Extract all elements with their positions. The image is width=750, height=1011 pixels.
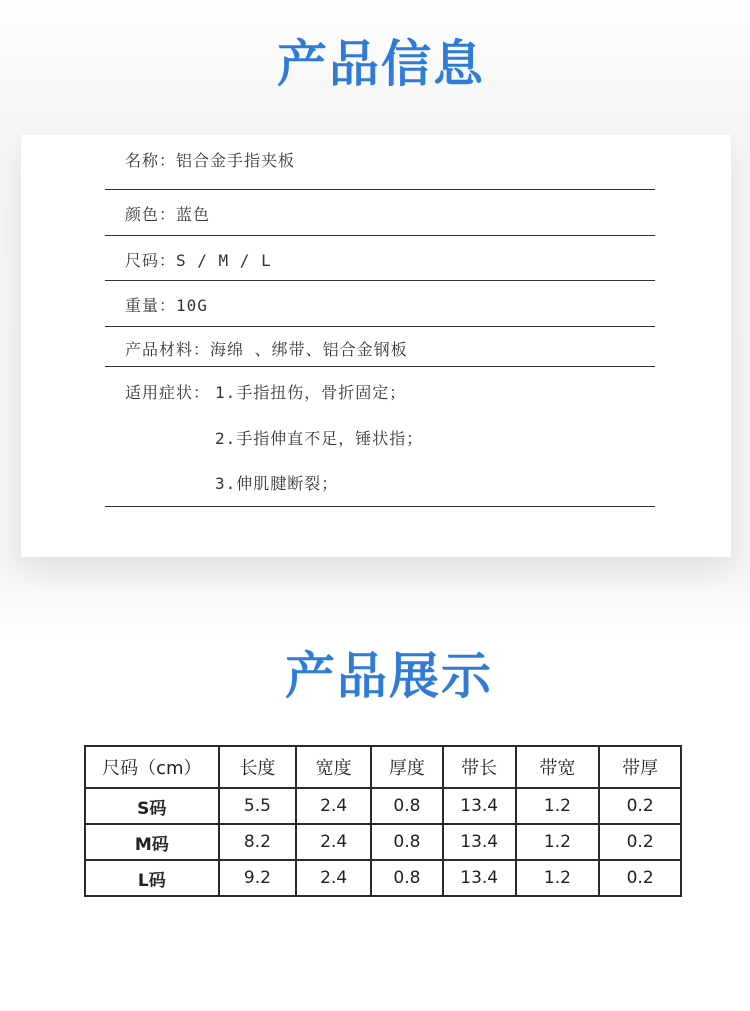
symptom-line: 3.伸肌腱断裂； bbox=[215, 474, 339, 493]
info-row-weight bbox=[105, 281, 655, 327]
table-header-row bbox=[85, 746, 681, 788]
table-cell: 0.2 bbox=[599, 860, 681, 896]
table-row bbox=[85, 824, 681, 860]
table-cell: 2.4 bbox=[296, 788, 371, 824]
table-cell: 5.5 bbox=[219, 788, 297, 824]
table-cell: 9.2 bbox=[219, 860, 297, 896]
table-row bbox=[85, 788, 681, 824]
table-cell: 0.8 bbox=[371, 860, 443, 896]
info-row-material bbox=[105, 327, 655, 367]
product-info-title: 产品信息 bbox=[277, 35, 485, 93]
table-cell: 8.2 bbox=[219, 824, 297, 860]
table-cell: 0.2 bbox=[599, 824, 681, 860]
table-cell: 13.4 bbox=[443, 860, 516, 896]
info-row-size bbox=[105, 236, 655, 281]
table-header-cell: 带厚 bbox=[599, 746, 681, 788]
table-cell: 2.4 bbox=[296, 860, 371, 896]
info-row-text: 产品材料：海绵 、绑带、铝合金钢板 bbox=[125, 340, 408, 359]
product-info-card bbox=[21, 135, 731, 557]
table-cell: 2.4 bbox=[296, 824, 371, 860]
info-row-color bbox=[105, 190, 655, 236]
symptom-line: 2.手指伸直不足，锤状指； bbox=[215, 429, 424, 448]
table-cell: 1.2 bbox=[516, 824, 600, 860]
table-header-cell: 宽度 bbox=[296, 746, 371, 788]
table-header-cell: 带长 bbox=[443, 746, 516, 788]
info-row-text: 颜色：蓝色 bbox=[125, 205, 211, 224]
table-cell: S码 bbox=[85, 788, 219, 824]
table-cell: 1.2 bbox=[516, 788, 600, 824]
table-header-cell: 长度 bbox=[219, 746, 297, 788]
product-display-title: 产品展示 bbox=[285, 647, 493, 705]
table-cell: 13.4 bbox=[443, 788, 516, 824]
size-table bbox=[84, 745, 682, 897]
table-cell: 0.8 bbox=[371, 788, 443, 824]
symptoms-label: 适用症状： bbox=[125, 383, 211, 402]
table-cell: 0.2 bbox=[599, 788, 681, 824]
table-cell: 13.4 bbox=[443, 824, 516, 860]
symptom-line: 1.手指扭伤，骨折固定； bbox=[215, 383, 407, 402]
table-row bbox=[85, 860, 681, 896]
table-cell: 0.8 bbox=[371, 824, 443, 860]
table-header-cell: 带宽 bbox=[516, 746, 600, 788]
table-cell: M码 bbox=[85, 824, 219, 860]
table-cell: L码 bbox=[85, 860, 219, 896]
info-row-name bbox=[105, 135, 655, 190]
info-row-text: 尺码：S / M / L bbox=[125, 251, 272, 270]
size-table-panel bbox=[0, 730, 704, 918]
table-header-cell: 尺码（cm） bbox=[85, 746, 219, 788]
info-row-text: 名称：铝合金手指夹板 bbox=[125, 151, 296, 170]
table-header-cell: 厚度 bbox=[371, 746, 443, 788]
info-row-symptoms bbox=[105, 367, 655, 507]
table-cell: 1.2 bbox=[516, 860, 600, 896]
info-row-text: 重量：10G bbox=[125, 296, 208, 315]
